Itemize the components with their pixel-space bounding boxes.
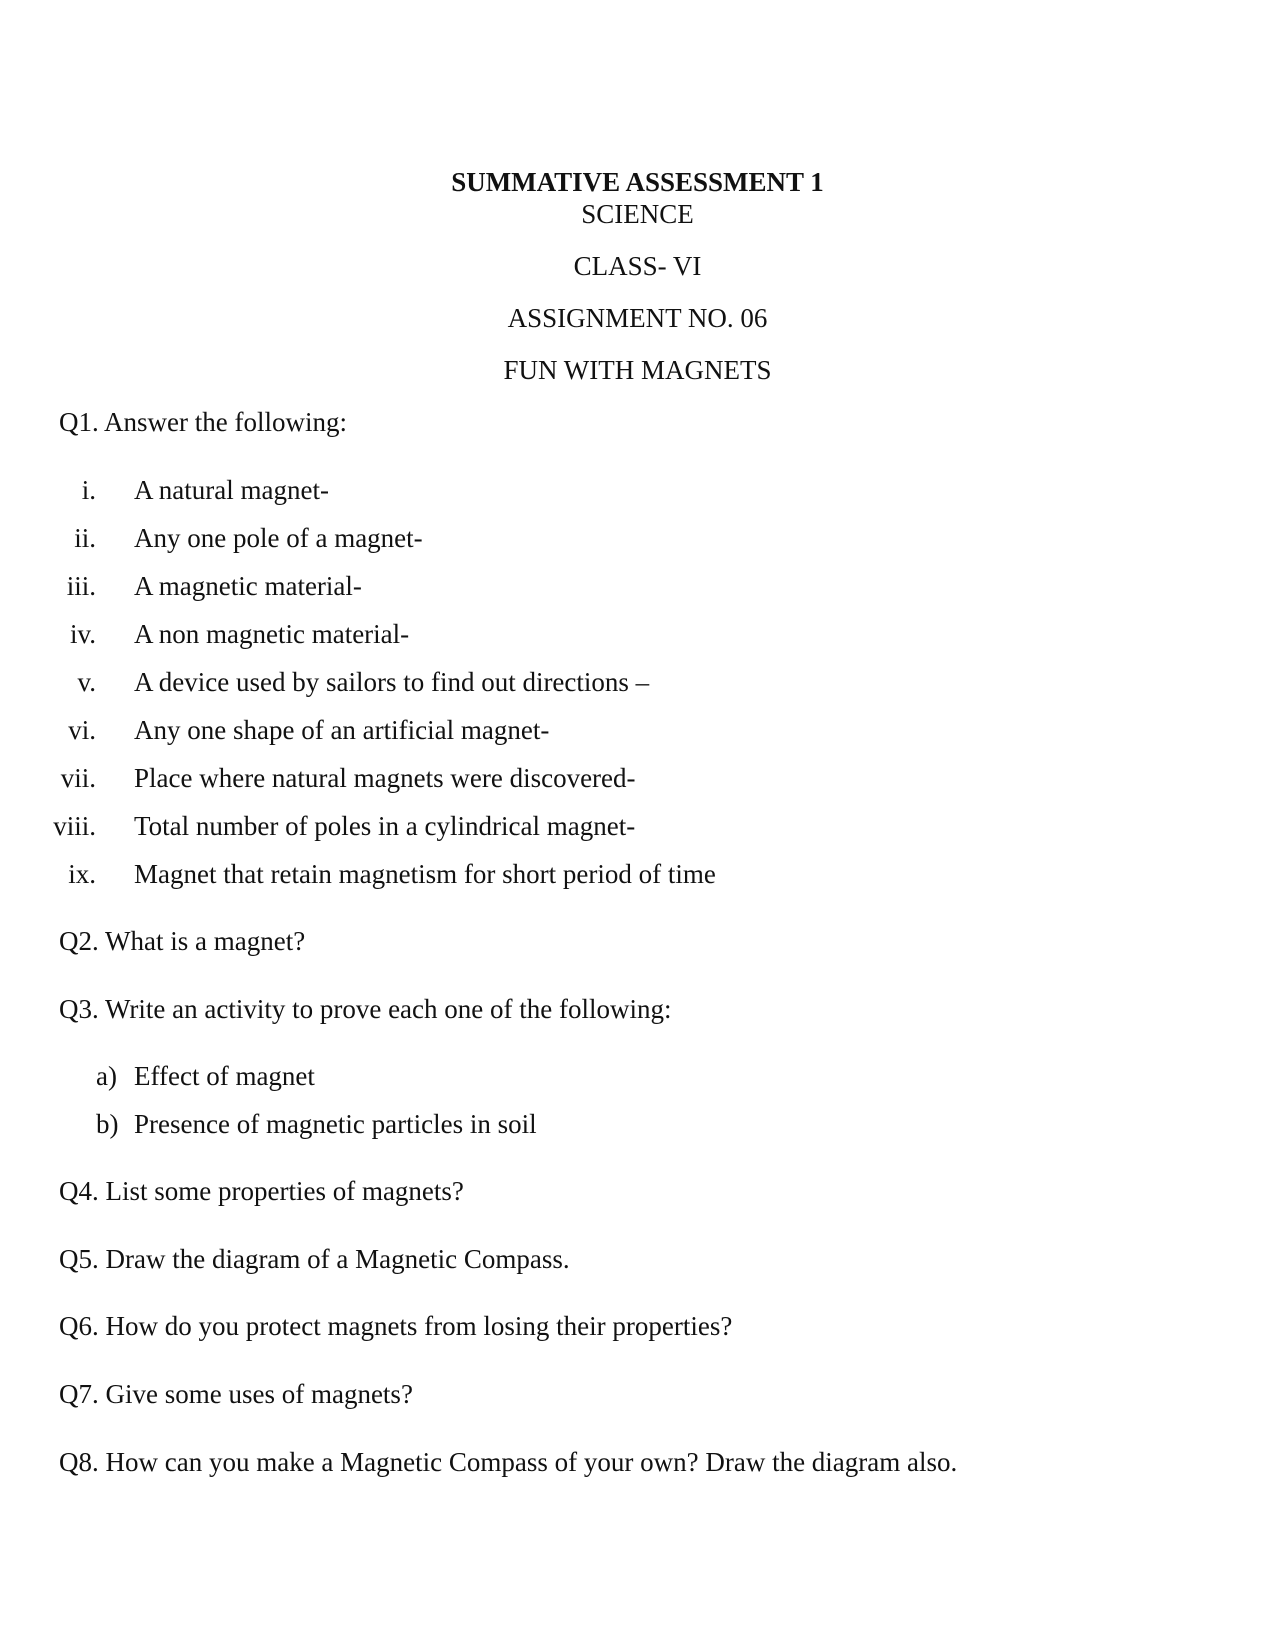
item-text: Magnet that retain magnetism for short period of time	[134, 859, 716, 889]
list-item	[0, 474, 1275, 506]
item-number: viii.	[53, 811, 96, 841]
question-8: Q8. How can you make a Magnetic Compass of your own? Draw the diagram also.	[59, 1447, 958, 1477]
question-5: Q5. Draw the diagram of a Magnetic Compass.	[59, 1244, 570, 1274]
item-number: ii.	[74, 523, 96, 553]
list-item	[0, 714, 1275, 746]
class-heading: CLASS- VI	[573, 251, 702, 281]
topic-heading: FUN WITH MAGNETS	[503, 355, 772, 385]
item-number: v.	[77, 667, 96, 697]
question-2: Q2. What is a magnet?	[59, 926, 306, 956]
list-item	[0, 522, 1275, 554]
item-number: ix.	[68, 859, 96, 889]
document-title: SUMMATIVE ASSESSMENT 1	[451, 167, 824, 197]
sub-item-label: a)	[96, 1061, 117, 1091]
question-4: Q4. List some properties of magnets?	[59, 1176, 464, 1206]
item-number: i.	[81, 475, 96, 505]
question-1: Q1. Answer the following:	[59, 407, 347, 437]
item-text: A magnetic material-	[134, 571, 362, 601]
sub-item-label: b)	[96, 1109, 119, 1139]
item-text: Any one shape of an artificial magnet-	[134, 715, 550, 745]
item-number: iii.	[66, 571, 96, 601]
list-item	[0, 618, 1275, 650]
item-text: Place where natural magnets were discovered-	[134, 763, 636, 793]
question-3: Q3. Write an activity to prove each one of the following:	[59, 994, 672, 1024]
item-number: iv.	[70, 619, 96, 649]
question-6: Q6. How do you protect magnets from losing their properties?	[59, 1311, 733, 1341]
item-text: A natural magnet-	[134, 475, 329, 505]
sub-item-text: Presence of magnetic particles in soil	[134, 1109, 537, 1139]
sub-item	[96, 1108, 537, 1140]
item-text: Total number of poles in a cylindrical magnet-	[134, 811, 636, 841]
item-number: vii.	[60, 763, 96, 793]
question-7: Q7. Give some uses of magnets?	[59, 1379, 413, 1409]
list-item	[0, 858, 1275, 890]
sub-item-text: Effect of magnet	[134, 1061, 315, 1091]
item-text: Any one pole of a magnet-	[134, 523, 423, 553]
item-text: A non magnetic material-	[134, 619, 410, 649]
list-item	[0, 762, 1275, 794]
sub-item	[96, 1060, 315, 1092]
item-text: A device used by sailors to find out directions –	[134, 667, 650, 697]
subject-heading: SCIENCE	[581, 199, 694, 229]
list-item	[0, 570, 1275, 602]
list-item	[0, 666, 1275, 698]
assignment-number: ASSIGNMENT NO. 06	[507, 303, 768, 333]
item-number: vi.	[68, 715, 96, 745]
list-item	[0, 810, 1275, 842]
